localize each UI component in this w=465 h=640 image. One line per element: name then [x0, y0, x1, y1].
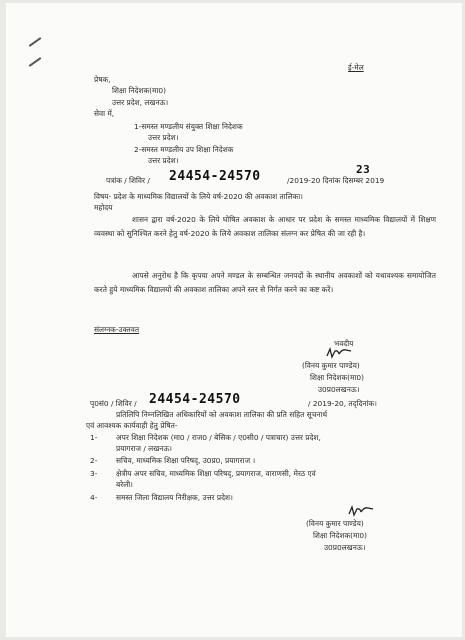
signatory-2-title: शिक्षा निदेशक(मा0) [313, 531, 367, 540]
enclosure-label: संलग्नक-उक्तवत [94, 325, 140, 334]
closing-text: भवदीय [334, 339, 354, 348]
copy-list-number: 1- [90, 433, 98, 442]
copy-list-item-line1: क्षेत्रीय अपर सचिव, माध्यमिक शिक्षा परिषद्‌, प्रयागराज, वाराणसी, मेरठ एवं [116, 469, 316, 478]
signature-1-image [324, 347, 354, 361]
copy-list-number: 3- [90, 469, 98, 478]
copy-list-item-line1: समस्त जिला विद्यालय निरीक्षक, उत्तर प्रदेश। [116, 493, 233, 502]
punch-mark [29, 57, 42, 67]
punch-mark [29, 37, 42, 47]
copy-list-item-line1: सचिव, माध्यमिक शिक्षा परिषद्‌, उ0प्र0, प्रयागराज । [116, 456, 256, 465]
signatory-2-name: (विनय कुमार पाण्डेय) [306, 519, 364, 528]
copy-intro-line1: प्रतिलिपि निम्नलिखित अधिकारियों को अवकाश तालिका की प्रति सहित सूचनार्थ [116, 410, 328, 419]
email-label: ई-मेल [348, 63, 364, 72]
signatory-1-title: शिक्षा निदेशक(मा0) [310, 373, 364, 382]
signatory-1-place: उ0प्र0लखनऊ। [318, 385, 360, 394]
letter-ref-handwritten-number: 24454-24570 [169, 169, 261, 184]
signatory-1-name: (विनय कुमार पाण्डेय) [302, 361, 360, 370]
copy-list-item-line2: बरेली। [116, 480, 133, 489]
copy-ref-date: / 2019-20, तद्‌दिनांक। [308, 399, 377, 408]
salutation: महोदय [94, 203, 113, 212]
copy-ref-handwritten-number: 24454-24570 [149, 392, 241, 407]
sender-label: प्रेषक, [94, 75, 111, 84]
letter-ref-prefix: पत्रांक / शिविर / [106, 176, 150, 185]
copy-ref-prefix: पृ0सं0 / शिविर / [90, 399, 137, 408]
sender-line2: उत्तर प्रदेश, लखनऊ। [112, 98, 169, 107]
copy-list-number: 4- [90, 493, 98, 502]
copy-list-item-line1: अपर शिक्षा निदेशक (मा0 / राज0 / बेसिक / ए0सी0 / पत्राचार) उत्तर प्रदेश, [116, 433, 321, 442]
recipient-2-line1: 2-समस्त मण्डलीय उप शिक्षा निदेशक [134, 145, 234, 154]
signature-2-image [346, 505, 376, 519]
subject-line: विषय- प्रदेश के माध्यमिक विद्यालयों के लिये वर्ष-2020 की अवकाश तालिका। [94, 192, 303, 201]
recipient-2-line2: उत्तर प्रदेश। [148, 156, 179, 165]
letter-page [6, 3, 462, 637]
sender-line1: शिक्षा निदेशक(मा0) [112, 86, 166, 95]
letter-ref-handwritten-day: 23 [356, 163, 371, 176]
copy-list-item-line2: प्रयागराज / लखनऊ। [116, 444, 172, 453]
recipient-1-line2: उत्तर प्रदेश। [148, 133, 179, 142]
body-paragraph-1: शासन द्वारा वर्ष-2020 के लिये घोषित अवकाश के आधार पर प्रदेश के समस्त माध्यमिक विद्यालयों में शिक्षण व्यवस्था को सुनिश्चित करने हेतु वर्ष-2020 के लिये अवकाश तालिका संलग्न कर प्रेषित की जा रही है। [94, 215, 436, 238]
letter-ref-date: /2019-20 दिनांक दिसम्बर 2019 [287, 176, 385, 185]
copy-list-number: 2- [90, 456, 98, 465]
recipient-label: सेवा में, [94, 109, 115, 118]
signatory-2-place: उ0प्र0लखनऊ। [324, 543, 366, 552]
recipient-1-line1: 1-समस्त मण्डलीय संयुक्त शिक्षा निदेशक [134, 122, 243, 131]
body-paragraph-2: आपसे अनुरोध है कि कृपया अपने मण्डल के सम्बन्धित जनपदों के स्थानीय अवकाशों को यथावश्यक समायोजित करते हुये माध्यमिक विद्यालयों की अवकाश तालिका अपने स्तर से निर्गत करने का कष्ट करें। [94, 271, 436, 294]
copy-intro-line2: एवं आवश्यक कार्यवाही हेतु प्रेषित- [86, 421, 178, 430]
